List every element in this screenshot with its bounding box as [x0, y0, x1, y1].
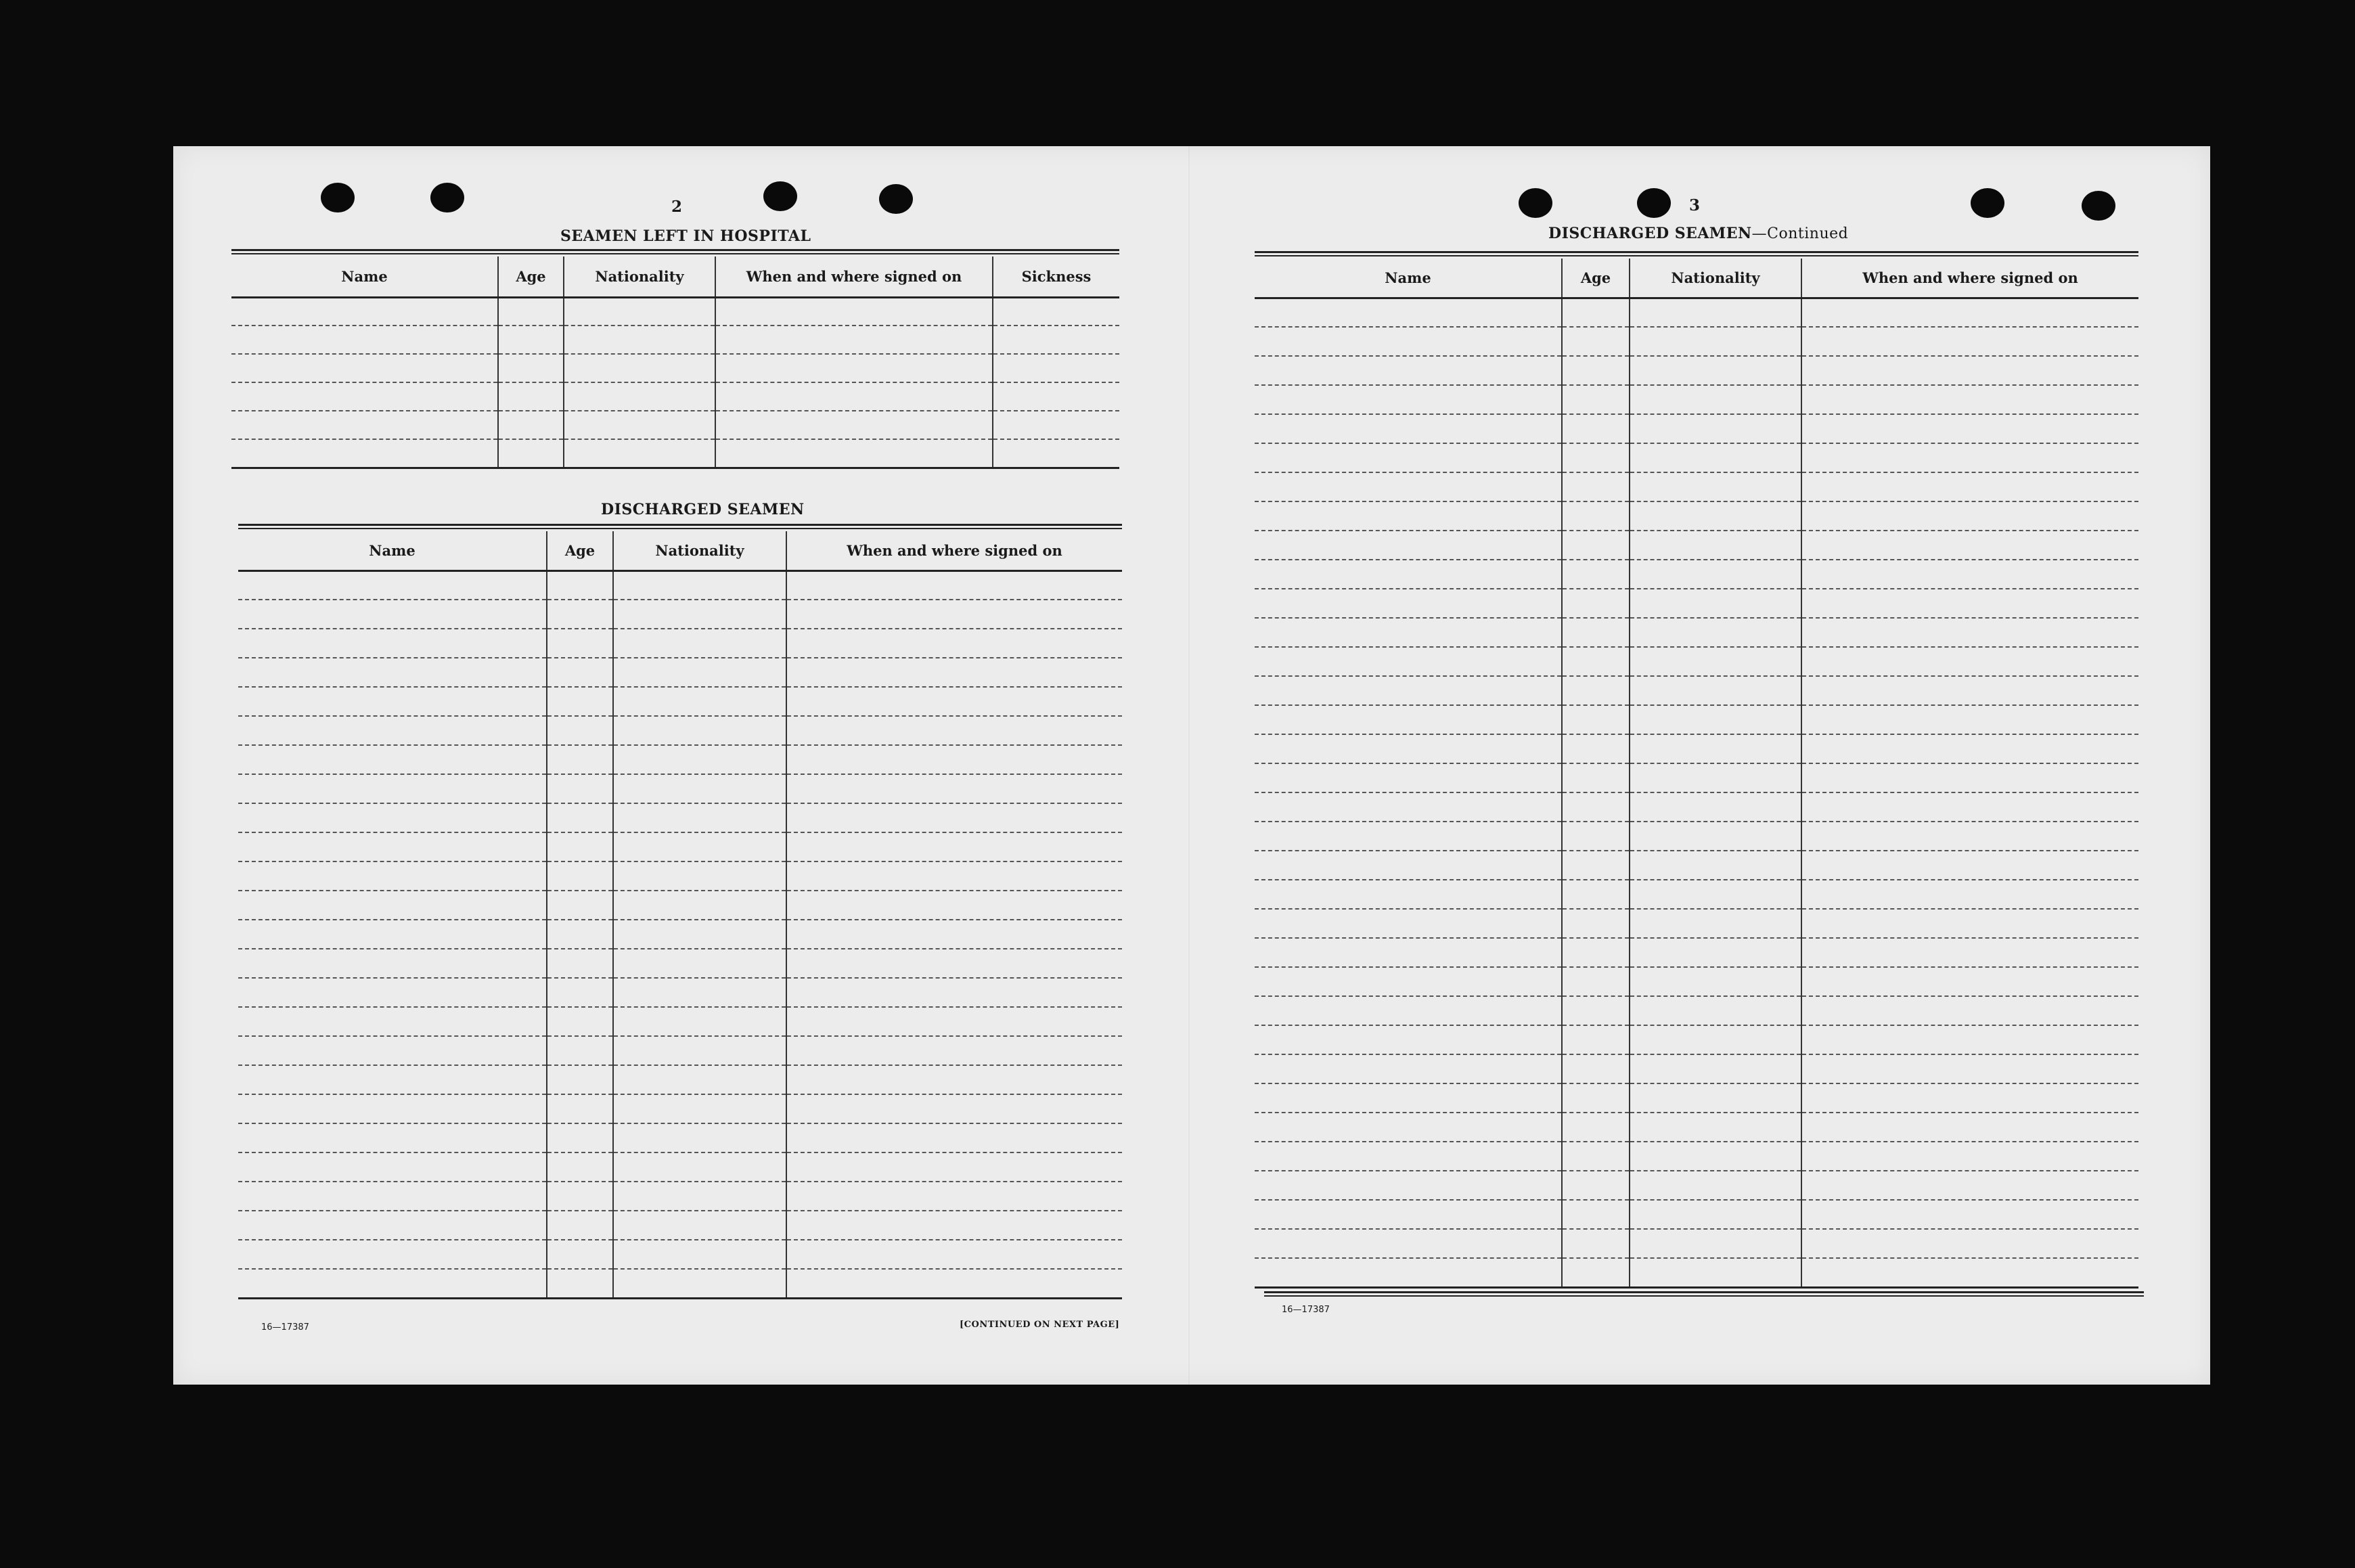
punch-hole	[321, 183, 355, 212]
table-row[interactable]	[238, 1065, 1122, 1094]
table-row[interactable]	[1255, 385, 2138, 414]
table-row[interactable]	[238, 920, 1122, 949]
table-row[interactable]	[238, 1007, 1122, 1036]
punch-hole	[430, 183, 464, 212]
document-sheet	[173, 146, 2210, 1385]
left-form-code: 16—17387	[261, 1322, 309, 1332]
punch-hole	[879, 184, 913, 214]
table-row[interactable]	[238, 1269, 1122, 1298]
discharged-table-right	[1255, 259, 2138, 1289]
punch-hole	[1971, 188, 2004, 218]
table-row[interactable]	[238, 978, 1122, 1007]
table-row[interactable]	[1255, 705, 2138, 734]
right-form-code: 16—17387	[1282, 1305, 1330, 1315]
table-row[interactable]	[1255, 1200, 2138, 1229]
table-row[interactable]	[1255, 298, 2138, 327]
col-header-nationality: Nationality	[613, 531, 786, 570]
table-row[interactable]	[238, 716, 1122, 745]
table-row[interactable]	[1255, 560, 2138, 589]
table-row[interactable]	[1255, 909, 2138, 938]
table-row[interactable]	[238, 774, 1122, 803]
hospital-section-title: SEAMEN LEFT IN HOSPITAL	[560, 227, 811, 245]
table-row[interactable]	[1255, 414, 2138, 443]
table-row[interactable]	[1255, 443, 2138, 472]
discharged-top-rule	[238, 524, 1122, 529]
table-row[interactable]	[1255, 472, 2138, 501]
table-row[interactable]	[238, 1211, 1122, 1240]
right-bottom-rule	[1264, 1291, 2144, 1297]
punch-hole	[763, 181, 797, 211]
table-row[interactable]	[231, 326, 1119, 354]
table-row[interactable]	[1255, 1025, 2138, 1054]
table-row[interactable]	[238, 745, 1122, 774]
table-row[interactable]	[1255, 763, 2138, 792]
table-row[interactable]	[238, 658, 1122, 687]
table-row[interactable]	[231, 354, 1119, 382]
table-row[interactable]	[1255, 589, 2138, 618]
table-row[interactable]	[1255, 647, 2138, 676]
table-row[interactable]	[238, 600, 1122, 629]
right-top-rule	[1255, 251, 2138, 256]
table-row[interactable]	[238, 891, 1122, 920]
col-header-sickness: Sickness	[993, 256, 1119, 297]
table-row[interactable]	[1255, 618, 2138, 647]
discharged-table-left	[238, 531, 1122, 1299]
table-row[interactable]	[1255, 1113, 2138, 1142]
table-row[interactable]	[1255, 531, 2138, 560]
col-header-signed-on: When and where signed on	[786, 531, 1122, 570]
table-row[interactable]	[1255, 1229, 2138, 1258]
table-row[interactable]	[1255, 356, 2138, 385]
table-row[interactable]	[231, 297, 1119, 326]
table-row[interactable]	[1255, 792, 2138, 822]
table-row[interactable]	[1255, 1171, 2138, 1200]
punch-hole	[1519, 188, 1552, 218]
col-header-age: Age	[498, 256, 564, 297]
table-row[interactable]	[1255, 938, 2138, 967]
table-row[interactable]	[238, 803, 1122, 832]
table-row[interactable]	[1255, 1083, 2138, 1113]
table-row[interactable]	[238, 832, 1122, 861]
right-page-number: 3	[1689, 196, 1701, 215]
table-row[interactable]	[1255, 851, 2138, 880]
table-row[interactable]	[238, 687, 1122, 716]
table-row[interactable]	[238, 1152, 1122, 1182]
table-row[interactable]	[1255, 996, 2138, 1025]
col-header-name: Name	[238, 531, 547, 570]
col-header-age: Age	[547, 531, 613, 570]
discharged-continued-title	[1548, 225, 1848, 242]
table-row[interactable]	[238, 861, 1122, 891]
table-row[interactable]	[238, 1182, 1122, 1211]
punch-hole	[1637, 188, 1671, 218]
col-header-nationality: Nationality	[1630, 259, 1801, 298]
col-header-name: Name	[231, 256, 498, 297]
table-row[interactable]	[1255, 967, 2138, 996]
hospital-table	[231, 256, 1119, 469]
table-row[interactable]	[1255, 1142, 2138, 1171]
col-header-signed-on: When and where signed on	[715, 256, 993, 297]
table-row[interactable]	[231, 382, 1119, 411]
table-row[interactable]	[238, 1036, 1122, 1065]
table-row[interactable]	[238, 1123, 1122, 1152]
continued-suffix: —Continued	[1751, 225, 1849, 242]
discharged-continued-title-text: DISCHARGED SEAMEN	[1548, 225, 1752, 242]
table-row[interactable]	[238, 1240, 1122, 1269]
table-row[interactable]	[1255, 822, 2138, 851]
table-row[interactable]	[1255, 1054, 2138, 1083]
hospital-top-rule	[231, 249, 1119, 254]
table-row[interactable]	[238, 629, 1122, 658]
table-row[interactable]	[231, 439, 1119, 468]
table-row[interactable]	[1255, 676, 2138, 705]
discharged-section-title: DISCHARGED SEAMEN	[601, 501, 805, 518]
continued-note: [CONTINUED ON NEXT PAGE]	[960, 1320, 1120, 1330]
table-row[interactable]	[1255, 501, 2138, 531]
table-row[interactable]	[1255, 734, 2138, 763]
punch-hole	[2082, 191, 2115, 221]
table-row[interactable]	[238, 949, 1122, 978]
table-row[interactable]	[238, 1094, 1122, 1123]
col-header-name: Name	[1255, 259, 1562, 298]
table-row[interactable]	[1255, 1258, 2138, 1287]
col-header-nationality: Nationality	[564, 256, 715, 297]
col-header-age: Age	[1562, 259, 1630, 298]
col-header-signed-on: When and where signed on	[1801, 259, 2138, 298]
table-row[interactable]	[231, 411, 1119, 439]
table-row[interactable]	[1255, 327, 2138, 356]
table-row[interactable]	[238, 570, 1122, 600]
left-page-number: 2	[671, 198, 683, 216]
table-row[interactable]	[1255, 880, 2138, 909]
